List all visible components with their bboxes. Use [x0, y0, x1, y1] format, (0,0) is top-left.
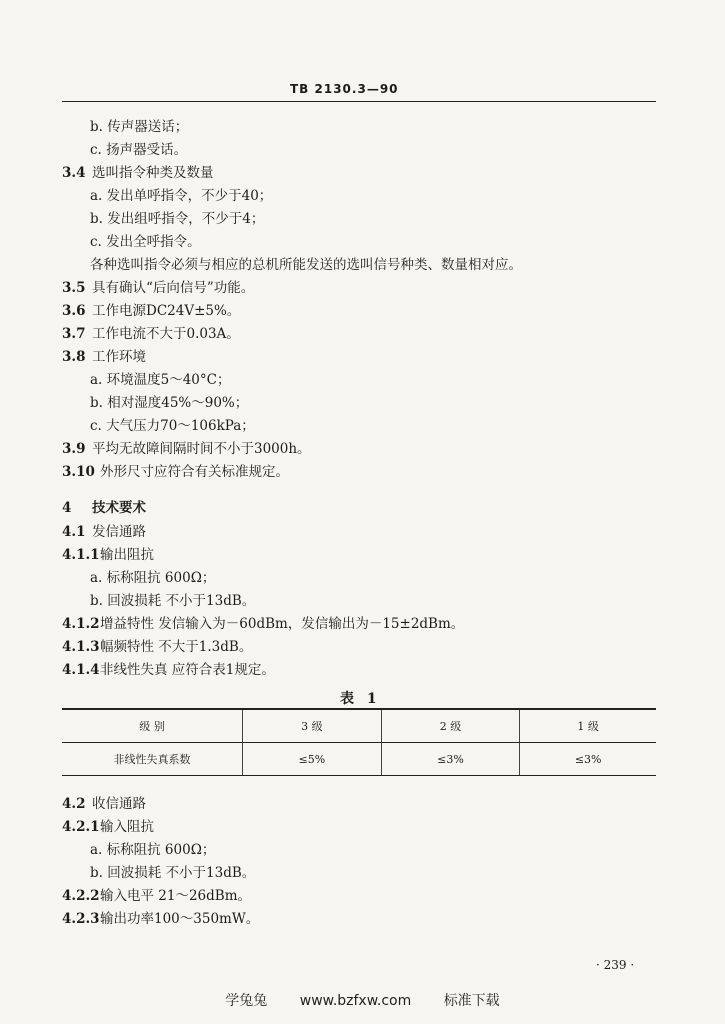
clause-text: 工作环境 — [92, 349, 146, 365]
list-item — [90, 864, 255, 882]
clause-text: b. 传声器送话； — [90, 119, 189, 135]
clause-text: 输出阻抗 — [100, 547, 154, 563]
clause-number: 4 — [62, 500, 72, 516]
nonlinear-distortion-table — [62, 708, 656, 776]
clause-line — [62, 523, 146, 541]
clause-text: a. 标称阻抗 600Ω； — [90, 570, 216, 586]
list-item — [90, 592, 255, 610]
clause-line — [62, 887, 251, 905]
clause-text: 选叫指令种类及数量 — [92, 165, 214, 181]
clause-line — [62, 302, 240, 320]
table-header-cell: 2 级 — [381, 709, 520, 743]
clause-text: a. 环境温度5～40°C； — [90, 372, 231, 388]
clause-number: 4.1.3 — [62, 639, 100, 655]
clause-number: 4.1.4 — [62, 662, 100, 678]
clause-text: 各种选叫指令必须与相应的总机所能发送的选叫信号种类、数量相对应。 — [90, 257, 522, 273]
site-name: 学兔兔 — [225, 993, 268, 1009]
clause-number: 4.1.1 — [62, 547, 100, 563]
clause-line — [62, 615, 464, 633]
header-rule — [62, 101, 656, 102]
clause-number: 3.6 — [62, 303, 86, 319]
table-cell: ≤3% — [520, 743, 656, 776]
clause-line — [62, 164, 214, 182]
table-cell: ≤3% — [381, 743, 520, 776]
clause-number: 3.10 — [62, 464, 95, 480]
table-header-cell: 3 级 — [243, 709, 382, 743]
clause-text: b. 相对湿度45%～90%； — [90, 395, 249, 411]
clause-line — [62, 795, 146, 813]
clause-text: 外形尺寸应符合有关标准规定。 — [100, 464, 289, 480]
clause-number: 4.2.1 — [62, 819, 100, 835]
list-item — [90, 394, 248, 412]
clause-text: 输入电平 21～26dBm。 — [100, 888, 252, 904]
clause-number: 4.2.2 — [62, 888, 100, 904]
clause-line — [62, 546, 154, 564]
clause-number: 3.8 — [62, 349, 86, 365]
clause-text: c. 扬声器受话。 — [90, 142, 188, 158]
list-item — [90, 141, 187, 159]
page-number: · 239 · — [596, 958, 635, 972]
clause-text: 平均无故障间隔时间不小于3000h。 — [92, 441, 311, 457]
clause-number: 3.5 — [62, 280, 86, 296]
clause-line — [62, 638, 252, 656]
clause-number: 3.4 — [62, 165, 86, 181]
table-caption: 表 1 — [340, 691, 381, 707]
clause-number: 3.7 — [62, 326, 86, 342]
list-item — [90, 233, 201, 251]
clause-text: a. 发出单呼指令，不少于40； — [90, 188, 273, 204]
clause-line — [62, 279, 254, 297]
clause-text: 输出功率100～350mW。 — [100, 911, 260, 927]
document-code: TB 2130.3—90 — [290, 82, 399, 96]
clause-line — [62, 910, 259, 928]
clause-text: 技术要术 — [92, 500, 146, 516]
clause-line — [62, 818, 154, 836]
clause-text: 收信通路 — [92, 796, 146, 812]
clause-line — [62, 348, 146, 366]
clause-number: 4.2 — [62, 796, 86, 812]
table-cell: 非线性失真系数 — [62, 743, 243, 776]
list-item — [90, 210, 264, 228]
clause-text: c. 发出全呼指令。 — [90, 234, 201, 250]
site-tag: 标准下载 — [443, 993, 500, 1009]
clause-text: 输入阻抗 — [100, 819, 154, 835]
clause-line — [62, 325, 240, 343]
clause-text: 工作电源DC24V±5%。 — [92, 303, 241, 319]
table-header-row — [62, 709, 656, 743]
clause-line — [62, 499, 146, 517]
clause-line — [62, 440, 311, 458]
list-item — [90, 417, 255, 435]
clause-number: 3.9 — [62, 441, 86, 457]
table-cell: ≤5% — [243, 743, 382, 776]
clause-text: b. 回波损耗 不小于13dB。 — [90, 865, 256, 881]
clause-text: a. 标称阻抗 600Ω； — [90, 842, 216, 858]
list-item — [90, 371, 230, 389]
site-footer — [0, 990, 725, 1010]
list-item — [90, 187, 272, 205]
clause-text: 增益特性 发信输入为－60dBm，发信输出为－15±2dBm。 — [100, 616, 465, 632]
list-item — [90, 569, 215, 587]
list-item — [90, 256, 522, 274]
list-item — [90, 841, 215, 859]
clause-text: b. 回波损耗 不小于13dB。 — [90, 593, 256, 609]
clause-line — [62, 463, 289, 481]
clause-line — [62, 661, 275, 679]
clause-text: 非线性失真 应符合表1规定。 — [100, 662, 275, 678]
clause-text: 工作电流不大于0.03A。 — [92, 326, 240, 342]
clause-number: 4.1 — [62, 524, 86, 540]
clause-number: 4.2.3 — [62, 911, 100, 927]
clause-text: 发信通路 — [92, 524, 146, 540]
table-row — [62, 743, 656, 776]
clause-text: 具有确认“后向信号”功能。 — [92, 280, 255, 296]
table-header-cell: 1 级 — [520, 709, 656, 743]
clause-text: c. 大气压力70～106kPa； — [90, 418, 255, 434]
clause-text: 幅频特性 不大于1.3dB。 — [100, 639, 253, 655]
clause-number: 4.1.2 — [62, 616, 100, 632]
clause-text: b. 发出组呼指令，不少于4； — [90, 211, 265, 227]
table-header-cell: 级 别 — [62, 709, 243, 743]
site-url[interactable]: www.bzfxw.com — [299, 993, 412, 1009]
list-item — [90, 118, 188, 136]
